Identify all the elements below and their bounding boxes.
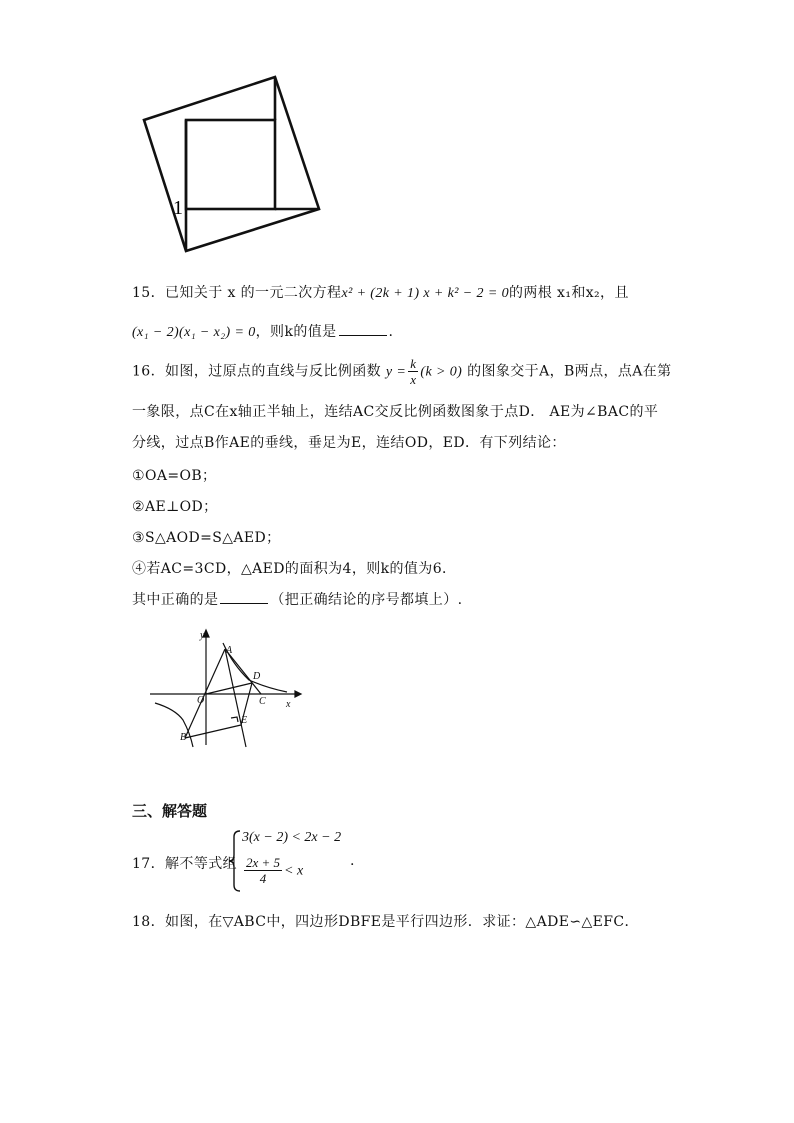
q17-inequality-2: $\frac{2x + 5}{4}$ < x	[246, 855, 304, 886]
q17-period: .	[350, 853, 355, 869]
label-y: y	[200, 630, 205, 641]
system-brace	[228, 829, 242, 893]
inner-square	[186, 120, 275, 209]
q16-conclusion-1: ①OA=OB；	[132, 468, 217, 484]
label-A: A	[226, 645, 233, 656]
q17-inequality-1: 3(x − 2) < 2x − 2	[242, 830, 342, 845]
q17-number: 17．	[132, 856, 166, 872]
q15-answer-blank[interactable]	[339, 325, 387, 336]
right-angle-mark	[231, 717, 238, 722]
hyperbola-figure	[145, 625, 315, 750]
label-E: E	[241, 715, 248, 726]
q18-number: 18．	[132, 914, 166, 930]
q16-number: 16．	[132, 363, 166, 380]
q16-line2: 一象限，点C在x轴正半轴上，连结AC交反比例函数图象于点D． AE为∠BAC的平	[132, 404, 659, 420]
q16-line3: 分线，过点B作AE的垂线，垂足为E，连结OD，ED．有下列结论：	[132, 435, 566, 451]
section-title: 三、解答题	[132, 802, 208, 820]
square-figure	[130, 68, 330, 258]
label-x: x	[286, 699, 291, 710]
label-C: C	[259, 696, 266, 707]
label-O: O	[197, 695, 205, 706]
q15-number: 15．	[132, 285, 166, 301]
label-B: B	[180, 732, 187, 743]
q16-conclusion-2: ②AE⊥OD；	[132, 499, 218, 515]
outer-square	[144, 77, 319, 251]
x-arrow	[295, 691, 301, 697]
q16-conclusion-4: ④若AC=3CD，△AED的面积为4，则k的值为6．	[132, 561, 457, 577]
q16-line1: 16．如图，过原点的直线与反比例函数 y = $\frac{k}{x}$ (k > 0) 的图象交于A，B两点，点A在第	[132, 356, 672, 387]
q18-line: 18．如图，在▽ABC中，四边形DBFE是平行四边形．求证：△ADE∽△EFC．	[132, 914, 639, 930]
q16-fraction: $\frac{k}{x}$	[410, 356, 417, 387]
line-OD	[206, 683, 252, 694]
angle-label-1: 1	[173, 197, 183, 219]
hyperbola-branch-2	[155, 703, 193, 747]
q16-answer-blank[interactable]	[220, 593, 268, 604]
q15-equation: x² + (2k + 1) x + k² − 2 = 0	[341, 286, 509, 301]
q15-line1: 15．已知关于 x 的一元二次方程x² + (2k + 1) x + k² − 2 = 0的两根 x₁和x₂，且	[132, 285, 629, 301]
q15-line2: (x₁ − 2)(x₁ − x₂) = 0，则k的值是 .	[132, 324, 394, 340]
q17-label: 17．解不等式组	[132, 856, 238, 872]
line-BE	[185, 725, 241, 738]
label-D: D	[253, 671, 261, 682]
q16-conclusion-3: ③S△AOD=S△AED；	[132, 530, 281, 546]
q15-condition: (x₁ − 2)(x₁ − x₂) = 0	[132, 325, 256, 340]
q16-question: 其中正确的是 （把正确结论的序号都填上）.	[132, 592, 463, 608]
